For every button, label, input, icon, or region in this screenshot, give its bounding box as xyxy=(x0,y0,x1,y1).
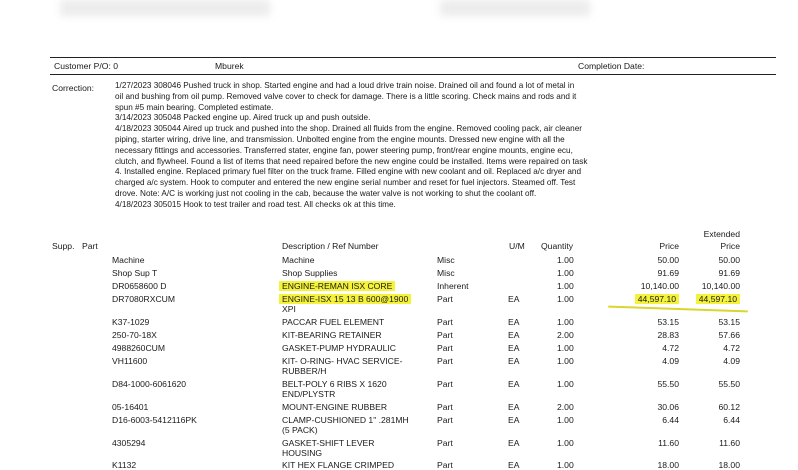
unit-of-measure: EA xyxy=(508,438,520,448)
extended-price: 50.00 xyxy=(718,255,740,265)
extended-price: 57.66 xyxy=(718,330,740,340)
quantity: 1.00 xyxy=(557,356,574,366)
quantity: 1.00 xyxy=(557,255,574,265)
part-type: Misc xyxy=(437,255,455,265)
scan-artifact xyxy=(60,0,270,16)
part-type: Part xyxy=(437,343,453,353)
part-description-continued: (5 PACK) xyxy=(282,425,318,435)
part-number: 250-70-18X xyxy=(112,330,157,340)
part-number: D84-1000-6061620 xyxy=(112,379,187,389)
part-description-highlighted: ENGINE-REMAN ISX CORE xyxy=(279,281,395,291)
header-um: U/M xyxy=(509,241,525,251)
divider xyxy=(50,57,776,58)
divider xyxy=(50,74,776,75)
header-supp: Supp. xyxy=(52,241,75,251)
part-number: DR7080RXCUM xyxy=(112,294,176,304)
part-type: Part xyxy=(437,294,453,304)
part-number: Machine xyxy=(112,255,145,265)
part-number: K1132 xyxy=(112,460,137,470)
price: 53.15 xyxy=(657,317,679,327)
price: 91.69 xyxy=(657,268,679,278)
part-description-continued: END/PLYSTR xyxy=(282,389,336,399)
price: 11.60 xyxy=(658,438,679,448)
extended-price-highlighted: 44,597.10 xyxy=(696,294,740,304)
price-highlighted: 44,597.10 xyxy=(635,294,679,304)
part-type: Misc xyxy=(437,268,455,278)
unit-of-measure: EA xyxy=(508,402,520,412)
part-description: Shop Supplies xyxy=(282,268,338,278)
part-number: 05-16401 xyxy=(112,402,149,412)
header-quantity: Quantity xyxy=(541,241,574,251)
highlighter-stroke xyxy=(608,306,748,313)
part-description: BELT-POLY 6 RIBS X 1620 xyxy=(282,379,387,389)
extended-price: 91.69 xyxy=(718,268,740,278)
part-number: DR0658600 D xyxy=(112,281,167,291)
unit-of-measure: EA xyxy=(508,343,520,353)
extended-price: 18.00 xyxy=(718,460,740,470)
part-description: Machine xyxy=(282,255,315,265)
part-type: Inherent xyxy=(437,281,469,291)
quantity: 1.00 xyxy=(557,281,574,291)
quantity: 1.00 xyxy=(557,438,574,448)
part-description: GASKET-SHIFT LEVER xyxy=(282,438,375,448)
quantity: 1.00 xyxy=(557,268,574,278)
part-description: KIT- O-RING- HVAC SERVICE- xyxy=(282,356,403,366)
extended-price: 60.12 xyxy=(718,402,740,412)
header-price: Price xyxy=(659,241,679,251)
unit-of-measure: EA xyxy=(508,379,520,389)
customer-name: Mburek xyxy=(215,61,244,71)
extended-price: 55.50 xyxy=(718,379,740,389)
part-number: 4305294 xyxy=(112,438,146,448)
part-type: Part xyxy=(437,356,453,366)
correction-label: Correction: xyxy=(52,83,95,93)
part-number: 4988260CUM xyxy=(112,343,166,353)
quantity: 1.00 xyxy=(557,294,574,304)
part-description-continued: RUBBER/H xyxy=(282,366,327,376)
header-part: Part xyxy=(82,241,98,251)
completion-date-label: Completion Date: xyxy=(578,61,645,71)
extended-price: 4.09 xyxy=(723,356,740,366)
part-description: KIT HEX FLANGE CRIMPED xyxy=(282,460,395,470)
part-number: K37-1029 xyxy=(112,317,150,327)
part-type: Part xyxy=(437,438,453,448)
price: 28.83 xyxy=(657,330,679,340)
part-number: Shop Sup T xyxy=(112,268,158,278)
part-description: PACCAR FUEL ELEMENT xyxy=(282,317,385,327)
price: 4.09 xyxy=(662,356,679,366)
unit-of-measure: EA xyxy=(508,330,520,340)
price: 30.06 xyxy=(657,402,679,412)
part-description: GASKET-PUMP HYDRAULIC xyxy=(282,343,396,353)
part-description-highlighted: ENGINE-ISX 15 13 B 600@1900 xyxy=(279,294,411,304)
quantity: 1.00 xyxy=(557,415,574,425)
quantity: 1.00 xyxy=(557,343,574,353)
extended-price: 53.15 xyxy=(718,317,740,327)
quantity: 2.00 xyxy=(557,402,574,412)
price: 10,140.00 xyxy=(640,281,679,291)
header-description: Description / Ref Number xyxy=(282,241,379,251)
part-type: Part xyxy=(437,330,453,340)
header-extended: Extended xyxy=(703,229,740,239)
quantity: 1.00 xyxy=(557,379,574,389)
part-description-continued: HOUSING xyxy=(282,448,323,458)
price: 50.00 xyxy=(657,255,679,265)
extended-price: 10,140.00 xyxy=(701,281,740,291)
unit-of-measure: EA xyxy=(508,415,520,425)
part-type: Part xyxy=(437,317,453,327)
correction-text: 1/27/2023 308046 Pushed truck in shop. Started engine and had a loud drive train noise. Drained oil and found a lot of metal in oil and bushing from oil pump. Removed valve cover to check for damage. There is a little scoring. Check mains and rods and it spun #5 main bearing. Completed estimate. 3/14/2023 305048 Packed engine up. Aired truck up and push outside. 4/18/2023 305044 Aired up truck and pushed into the shop. Drained all fluids from the engine. Removed cooling pack, air cleaner piping, starter wiring, drive line, and transmission. Unbolted engine from the engine mounts. Dressed new engine with all the necessary fittings and accessories. Transferred stater, engine fan, power steering pump, front/rear engine mounts, engine ecu, clutch, and flywheel. Found a list of items that need repaired before the new engine could be installed. Items were repaired on task 4. Installed engine. Replaced primary fuel filter on the truck frame. Filled engine with new coolant and oil. Replaced a/c dryer and charged a/c system. Hook to computer and entered the new engine serial number and reset for fuel injectors. Steamed off. Test drove. Note: A/C is working just not cooling in the cab, because the water valve is not working to shut the coolant off. 4/18/2023 305015 Hook to test trailer and road test. All checks ok at this time. xyxy=(115,81,588,209)
price: 18.00 xyxy=(657,460,679,470)
extended-price: 4.72 xyxy=(723,343,740,353)
price: 55.50 xyxy=(657,379,679,389)
header-extended-price: Price xyxy=(720,241,740,251)
price: 6.44 xyxy=(662,415,679,425)
unit-of-measure: EA xyxy=(508,356,520,366)
scan-artifact xyxy=(440,0,590,16)
part-type: Part xyxy=(437,415,453,425)
part-description: MOUNT-ENGINE RUBBER xyxy=(282,402,388,412)
unit-of-measure: EA xyxy=(508,460,520,470)
customer-po-label: Customer P/O: 0 xyxy=(54,61,118,71)
part-number: D16-6003-5412116PK xyxy=(112,415,197,425)
part-type: Part xyxy=(437,460,453,470)
part-number: VH11600 xyxy=(112,356,148,366)
part-description-continued: XPI xyxy=(282,304,296,314)
price: 4.72 xyxy=(662,343,679,353)
unit-of-measure: EA xyxy=(508,294,520,304)
part-description: CLAMP-CUSHIONED 1" .281MH xyxy=(282,415,409,425)
extended-price: 6.44 xyxy=(723,415,740,425)
part-description: KIT-BEARING RETAINER xyxy=(282,330,382,340)
extended-price: 11.60 xyxy=(719,438,740,448)
quantity: 1.00 xyxy=(557,317,574,327)
quantity: 1.00 xyxy=(557,460,574,470)
part-type: Part xyxy=(437,402,453,412)
quantity: 2.00 xyxy=(557,330,574,340)
unit-of-measure: EA xyxy=(508,317,520,327)
part-type: Part xyxy=(437,379,453,389)
